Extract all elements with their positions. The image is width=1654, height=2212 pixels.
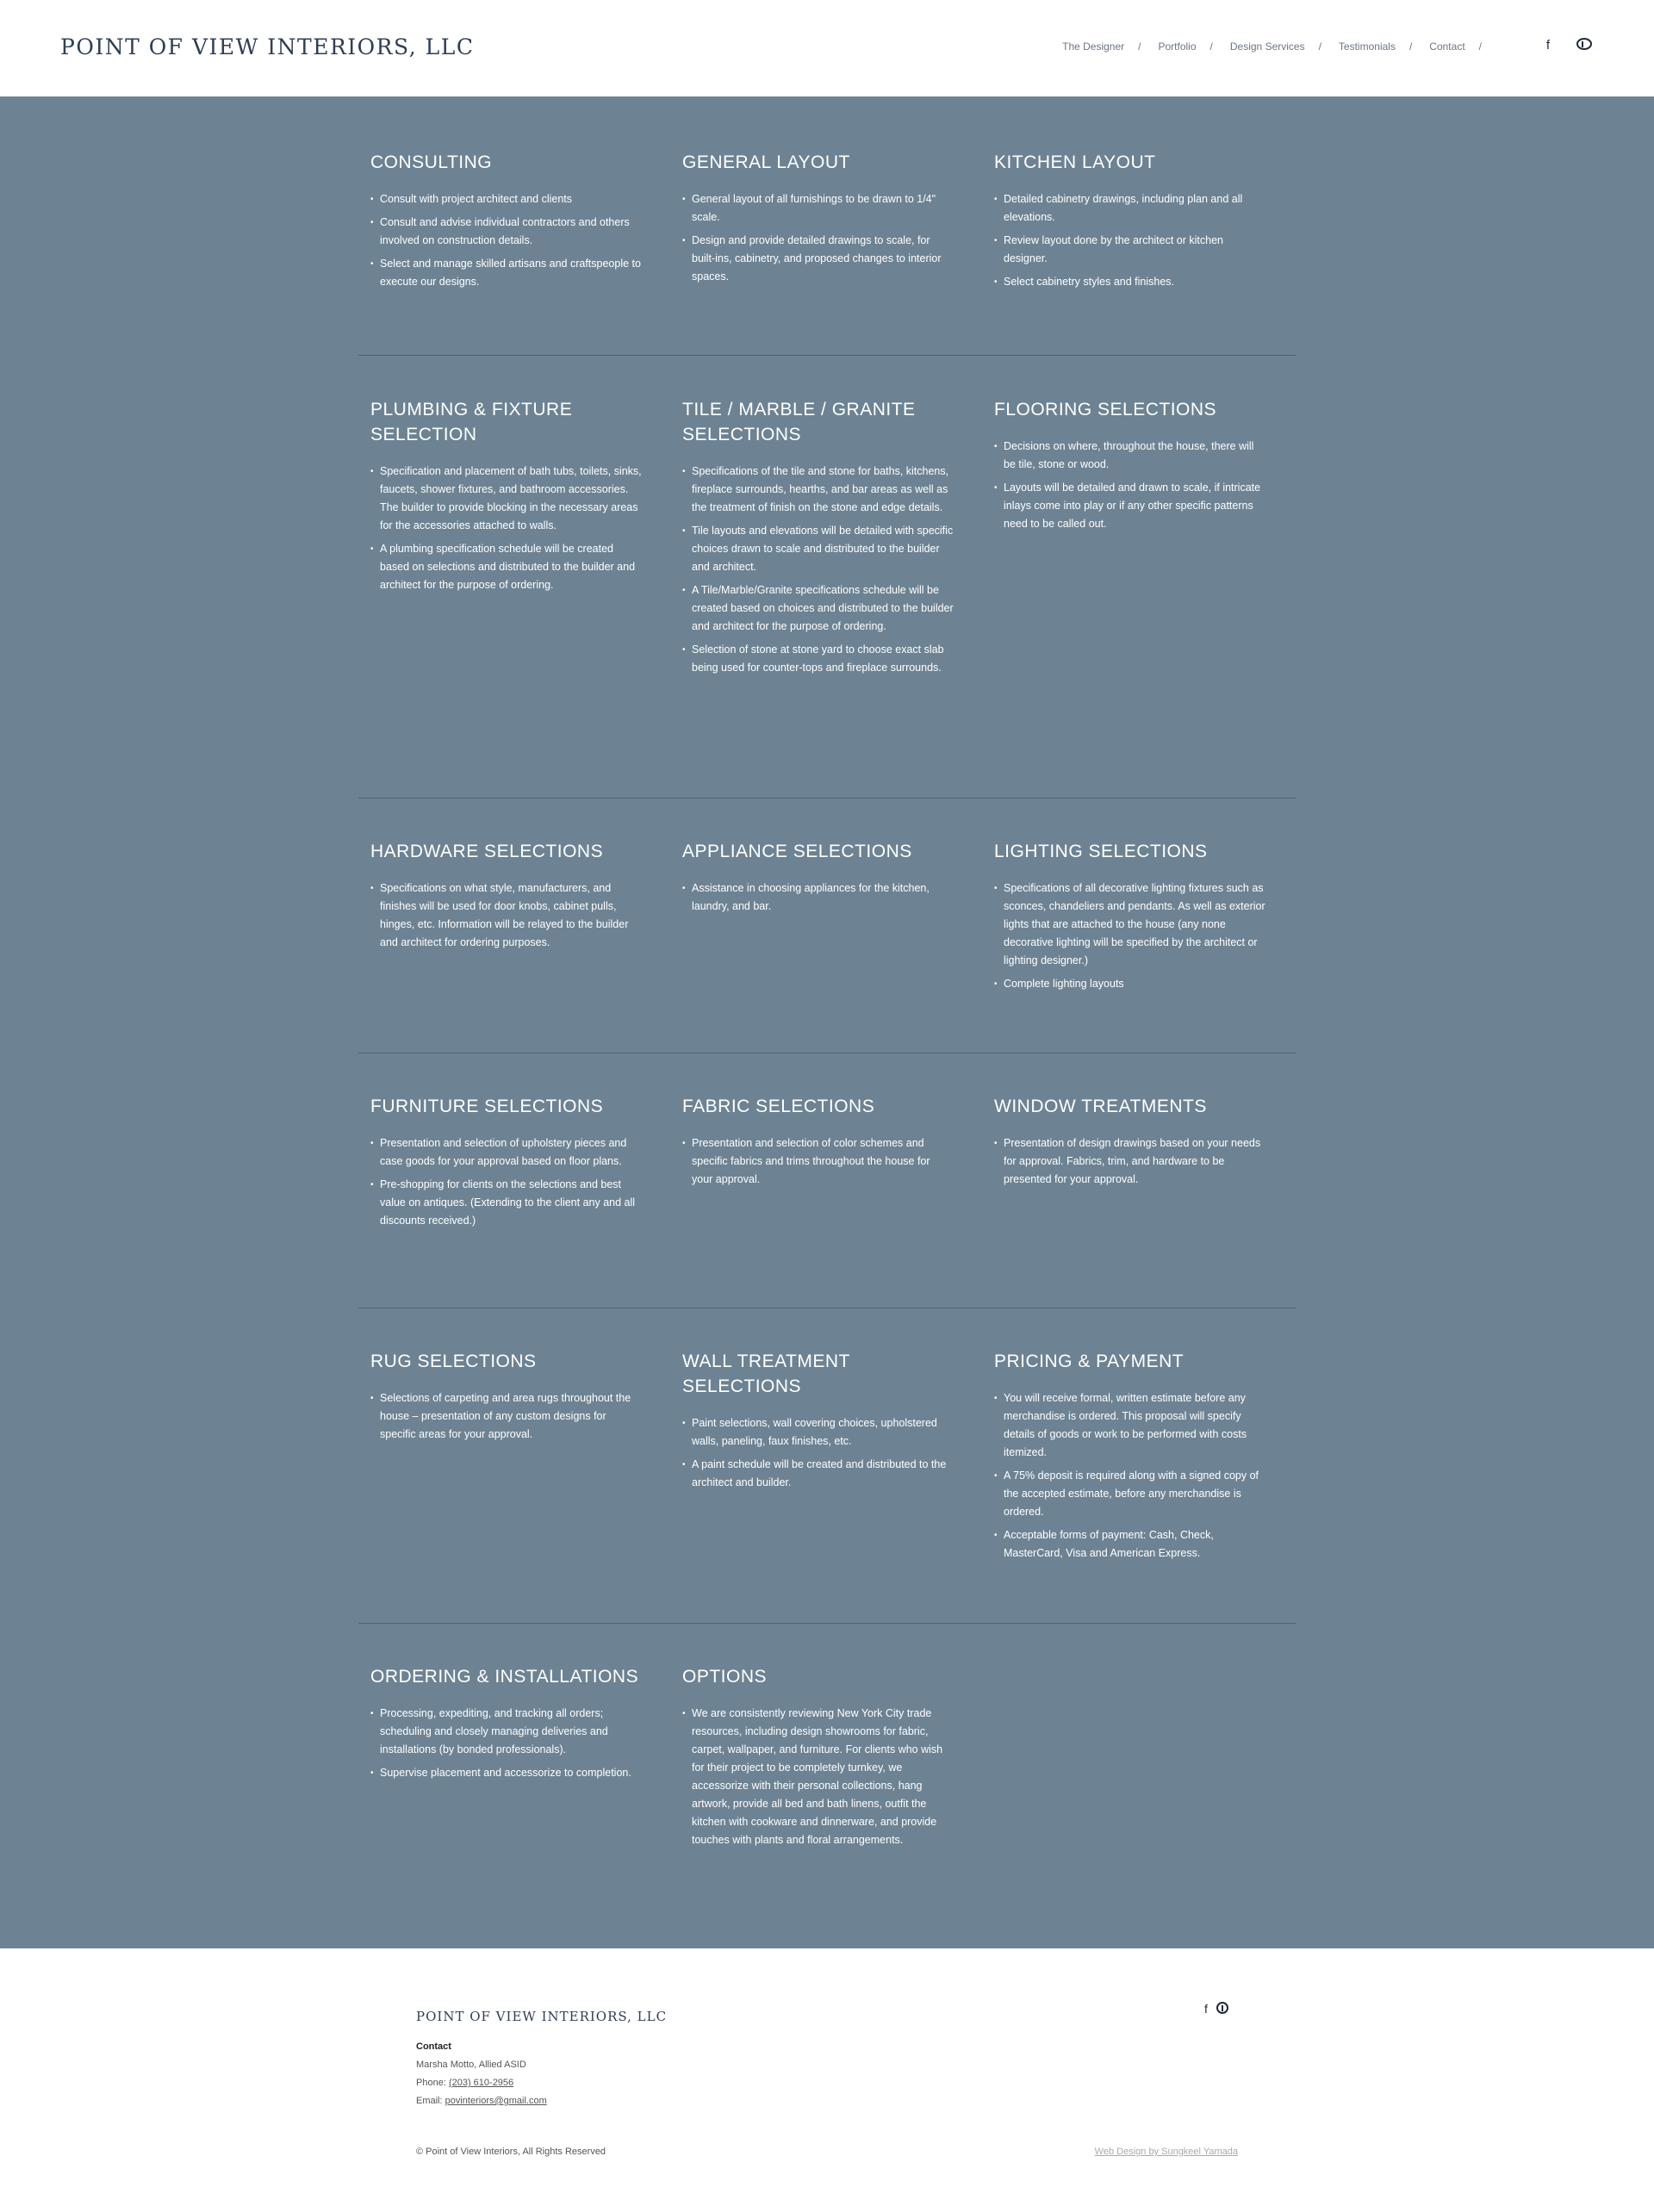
service-item: • Specification and placement of bath tubs, toilets, sinks, faucets, shower fixtures, and bathroom accessories. The builder to provide blocking in the necessary areas for the accessories attached to walls. [370,463,642,535]
footer-contact [416,2038,547,2110]
facebook-icon[interactable]: f [1545,38,1551,53]
service-item: • Presentation of design drawings based on your needs for approval. Fabrics, trim, and hardware to be presented for your approval. [994,1134,1265,1189]
service-card [994,397,1265,538]
facebook-icon[interactable]: f [1204,2002,1208,2016]
service-item: • A 75% deposit is required along with a signed copy of the accepted estimate, before any merchandise is ordered. [994,1467,1265,1521]
contact-email-row: Email: povinteriors@gmail.com [416,2096,547,2106]
service-item: • Specifications of the tile and stone for baths, kitchens, fireplace surrounds, hearths, and bar areas as well as the treatment of finish on the stone and edge details. [682,463,954,517]
service-list [682,1414,954,1492]
pinterest-icon[interactable] [1216,2002,1228,2016]
service-item: • Decisions on where, throughout the house, there will be tile, stone or wood. [994,438,1265,474]
service-item: • Select cabinetry styles and finishes. [994,273,1265,291]
service-item: • A paint schedule will be created and distributed to the architect and builder. [682,1456,954,1492]
service-title: FURNITURE SELECTIONS [370,1097,604,1116]
service-list [370,1705,642,1782]
service-item: • Review layout done by the architect or kitchen designer. [994,232,1265,268]
service-title: CONSULTING [370,152,493,172]
service-card [994,1094,1265,1194]
services-section [0,96,1654,1948]
nav-contact[interactable]: Contact [1429,40,1465,53]
service-item: • Complete lighting layouts [994,975,1265,993]
contact-phone-row: Phone: (203) 610-2956 [416,2078,514,2088]
service-title: LIGHTING SELECTIONS [994,842,1208,861]
service-card [682,1349,954,1497]
service-item: • Specifications on what style, manufacturers, and finishes will be used for door knobs, cabinet pulls, hinges, etc. Information will be relayed to the builder and architect for ordering purposes. [370,879,642,952]
service-card [682,1664,954,1855]
nav-design-services[interactable]: Design Services [1229,40,1305,53]
service-item: • Presentation and selection of upholstery pieces and case goods for your approval based on floor plans. [370,1134,642,1171]
service-item: • Acceptable forms of payment: Cash, Check, MasterCard, Visa and American Express. [994,1526,1265,1563]
main-nav: The Designer / Portfolio / Design Services / Testimonials / Contact / [1062,40,1482,53]
service-card [370,1094,642,1235]
service-list [994,1134,1265,1189]
service-item: • Layouts will be detailed and drawn to scale, if intricate inlays come into play or if any other specific patterns need to be called out. [994,479,1265,533]
service-item: • Consult and advise individual contractors and others involved on construction details. [370,214,642,250]
service-list [994,438,1265,533]
service-card [994,839,1265,998]
service-item: • Pre-shopping for clients on the selections and best value on antiques. (Extending to the client any and all discounts received.) [370,1176,642,1230]
section-divider [358,1623,1296,1624]
service-title: HARDWARE SELECTIONS [370,842,604,861]
service-title: TILE / MARBLE / GRANITE SELECTIONS [682,400,916,444]
service-item: • We are consistently reviewing New York City trade resources, including design showrooms for fabric, carpet, wallpaper, and furniture. For clients who wish for their project to be completely turnkey, we accessorize with their personal collections, hang artwork, provide all bed and bath linens, outfit the kitchen with cookware and dinnerware, and provide touches with plants and floral arrangements. [682,1705,954,1849]
service-item: • Design and provide detailed drawings to scale, for built-ins, cabinetry, and proposed changes to interior spaces. [682,232,954,286]
service-item: • Tile layouts and elevations will be detailed with specific choices drawn to scale and distributed to the builder and architect. [682,522,954,576]
service-item: • Select and manage skilled artisans and craftspeople to execute our designs. [370,255,642,291]
service-item: • Assistance in choosing appliances for the kitchen, laundry, and bar. [682,879,954,916]
service-list [682,1134,954,1189]
pinterest-icon[interactable] [1576,38,1592,53]
service-list [682,190,954,286]
nav-portfolio[interactable]: Portfolio [1158,40,1197,53]
service-list [682,879,954,916]
service-card [682,150,954,291]
service-item: • General layout of all furnishings to be drawn to 1/4" scale. [682,190,954,227]
service-title: PLUMBING & FIXTURE SELECTION [370,400,573,444]
web-design-credit-link[interactable]: Web Design by Sungkeel Yamada [1094,2147,1238,2157]
service-item: • Supervise placement and accessorize to completion. [370,1764,642,1782]
service-card [370,1664,642,1787]
contact-name: Marsha Motto, Allied ASID [416,2060,526,2070]
service-title: OPTIONS [682,1667,768,1687]
service-list [994,879,1265,993]
service-item: • Selection of stone at stone yard to choose exact slab being used for counter-tops and fireplace surrounds. [682,641,954,677]
section-divider [358,355,1296,356]
service-card [682,839,954,921]
nav-testimonials[interactable]: Testimonials [1338,40,1396,53]
service-card [370,397,642,600]
service-list [370,1134,642,1230]
site-footer [0,1948,1654,2212]
service-item: • You will receive formal, written estimate before any merchandise is ordered. This proposal will specify details of goods or work to be performed with costs itemized. [994,1389,1265,1462]
header-social [1540,38,1592,53]
site-logo[interactable]: POINT OF VIEW INTERIORS, LLC [60,34,475,59]
service-list [682,1705,954,1849]
service-card [370,839,642,957]
footer-social [1204,2002,1228,2016]
service-item: • A Tile/Marble/Granite specifications schedule will be created based on choices and distributed to the builder and architect for the purpose of ordering. [682,581,954,636]
service-item: • Consult with project architect and clients [370,190,642,208]
service-item: • Selections of carpeting and area rugs throughout the house – presentation of any custom designs for specific areas for your approval. [370,1389,642,1444]
service-item: • Paint selections, wall covering choices, upholstered walls, paneling, faux finishes, etc. [682,1414,954,1451]
service-title: PRICING & PAYMENT [994,1351,1185,1371]
service-list [370,463,642,594]
site-header [0,0,1654,96]
service-card [370,1349,642,1449]
service-card [682,397,954,682]
service-list [994,190,1265,291]
service-card [370,150,642,296]
service-title: ORDERING & INSTALLATIONS [370,1667,639,1687]
service-item: • Detailed cabinetry drawings, including plan and all elevations. [994,190,1265,227]
contact-heading: Contact [416,2041,451,2052]
service-title: GENERAL LAYOUT [682,152,850,172]
service-list [370,1389,642,1444]
email-link[interactable]: povinteriors@gmail.com [445,2096,547,2106]
service-item: • Processing, expediting, and tracking all orders; scheduling and closely managing deliveries and installations (by bonded professionals). [370,1705,642,1759]
service-title: KITCHEN LAYOUT [994,152,1156,172]
phone-link[interactable]: (203) 610-2956 [448,2078,514,2088]
service-title: FABRIC SELECTIONS [682,1097,875,1116]
service-item: • Specifications of all decorative lighting fixtures such as sconces, chandeliers and pendants. As well as exterior lights that are attached to the house (any none decorative lighting will be specified by the architect or lighting designer.) [994,879,1265,970]
service-title: APPLIANCE SELECTIONS [682,842,912,861]
service-list [370,879,642,952]
service-list [370,190,642,291]
service-card [994,1349,1265,1568]
service-title: FLOORING SELECTIONS [994,400,1217,419]
footer-logo[interactable]: POINT OF VIEW INTERIORS, LLC [416,2009,668,2024]
service-list [994,1389,1265,1563]
service-item: • Presentation and selection of color schemes and specific fabrics and trims throughout the house for your approval. [682,1134,954,1189]
service-list [682,463,954,677]
service-item: • A plumbing specification schedule will be created based on selections and distributed to the builder and architect for the purpose of ordering. [370,540,642,594]
copyright: © Point of View Interiors, All Rights Reserved [416,2147,606,2157]
nav-the-designer[interactable]: The Designer [1062,40,1125,53]
service-title: RUG SELECTIONS [370,1351,537,1371]
service-card [682,1094,954,1194]
service-title: WALL TREATMENT SELECTIONS [682,1351,850,1396]
service-card [994,150,1265,296]
service-title: WINDOW TREATMENTS [994,1097,1207,1116]
